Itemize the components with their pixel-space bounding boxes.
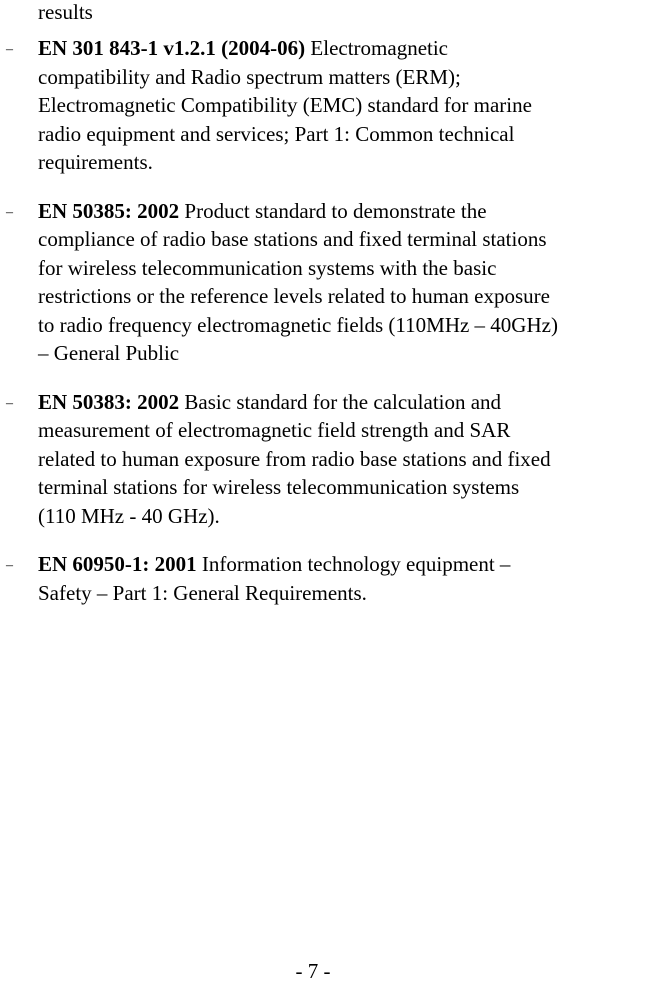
dash-marker: – — [6, 42, 13, 57]
standard-description: Product standard to demonstrate the compliance of radio base stations and fixed terminal stations for wireless telecommunication systems with the basic restrictions or the reference levels related to human exposure to radio frequency electromagnetic fields (110MHz – 40GHz) – General Public — [38, 198, 558, 365]
standards-list — [0, 34, 656, 627]
list-item — [0, 550, 656, 607]
standard-code: EN 50385: 2002 — [38, 198, 180, 223]
item-content — [38, 390, 551, 528]
item-content — [38, 552, 510, 605]
item-content — [38, 36, 532, 174]
continuation-text: results — [38, 0, 93, 24]
dash-marker: – — [6, 204, 13, 220]
page-number: - 7 - — [295, 959, 331, 983]
standard-code: EN 301 843-1 v1.2.1 (2004-06) — [38, 36, 306, 60]
standard-code: EN 50383: 2002 — [38, 389, 180, 414]
list-item — [0, 388, 656, 531]
standard-description: Information technology equipment – Safety – Part 1: General Requirements. — [38, 552, 511, 605]
standard-description: Electromagnetic compatibility and Radio spectrum matters (ERM); Electromagnetic Compatibility (EMC) standard for marine radio equipment and services; Part 1: Common technical requirements. — [38, 36, 532, 174]
standard-code: EN 60950-1: 2001 — [38, 552, 197, 576]
dash-marker: – — [6, 395, 13, 411]
item-content — [38, 199, 558, 366]
list-item — [0, 34, 656, 177]
dash-marker: – — [6, 558, 13, 573]
list-item — [0, 197, 656, 368]
standard-description: Basic standard for the calculation and measurement of electromagnetic field strength and SAR related to human exposure from radio base stations and fixed terminal stations for wireless telecommunication systems (110 MHz - 40 GHz). — [38, 389, 551, 528]
